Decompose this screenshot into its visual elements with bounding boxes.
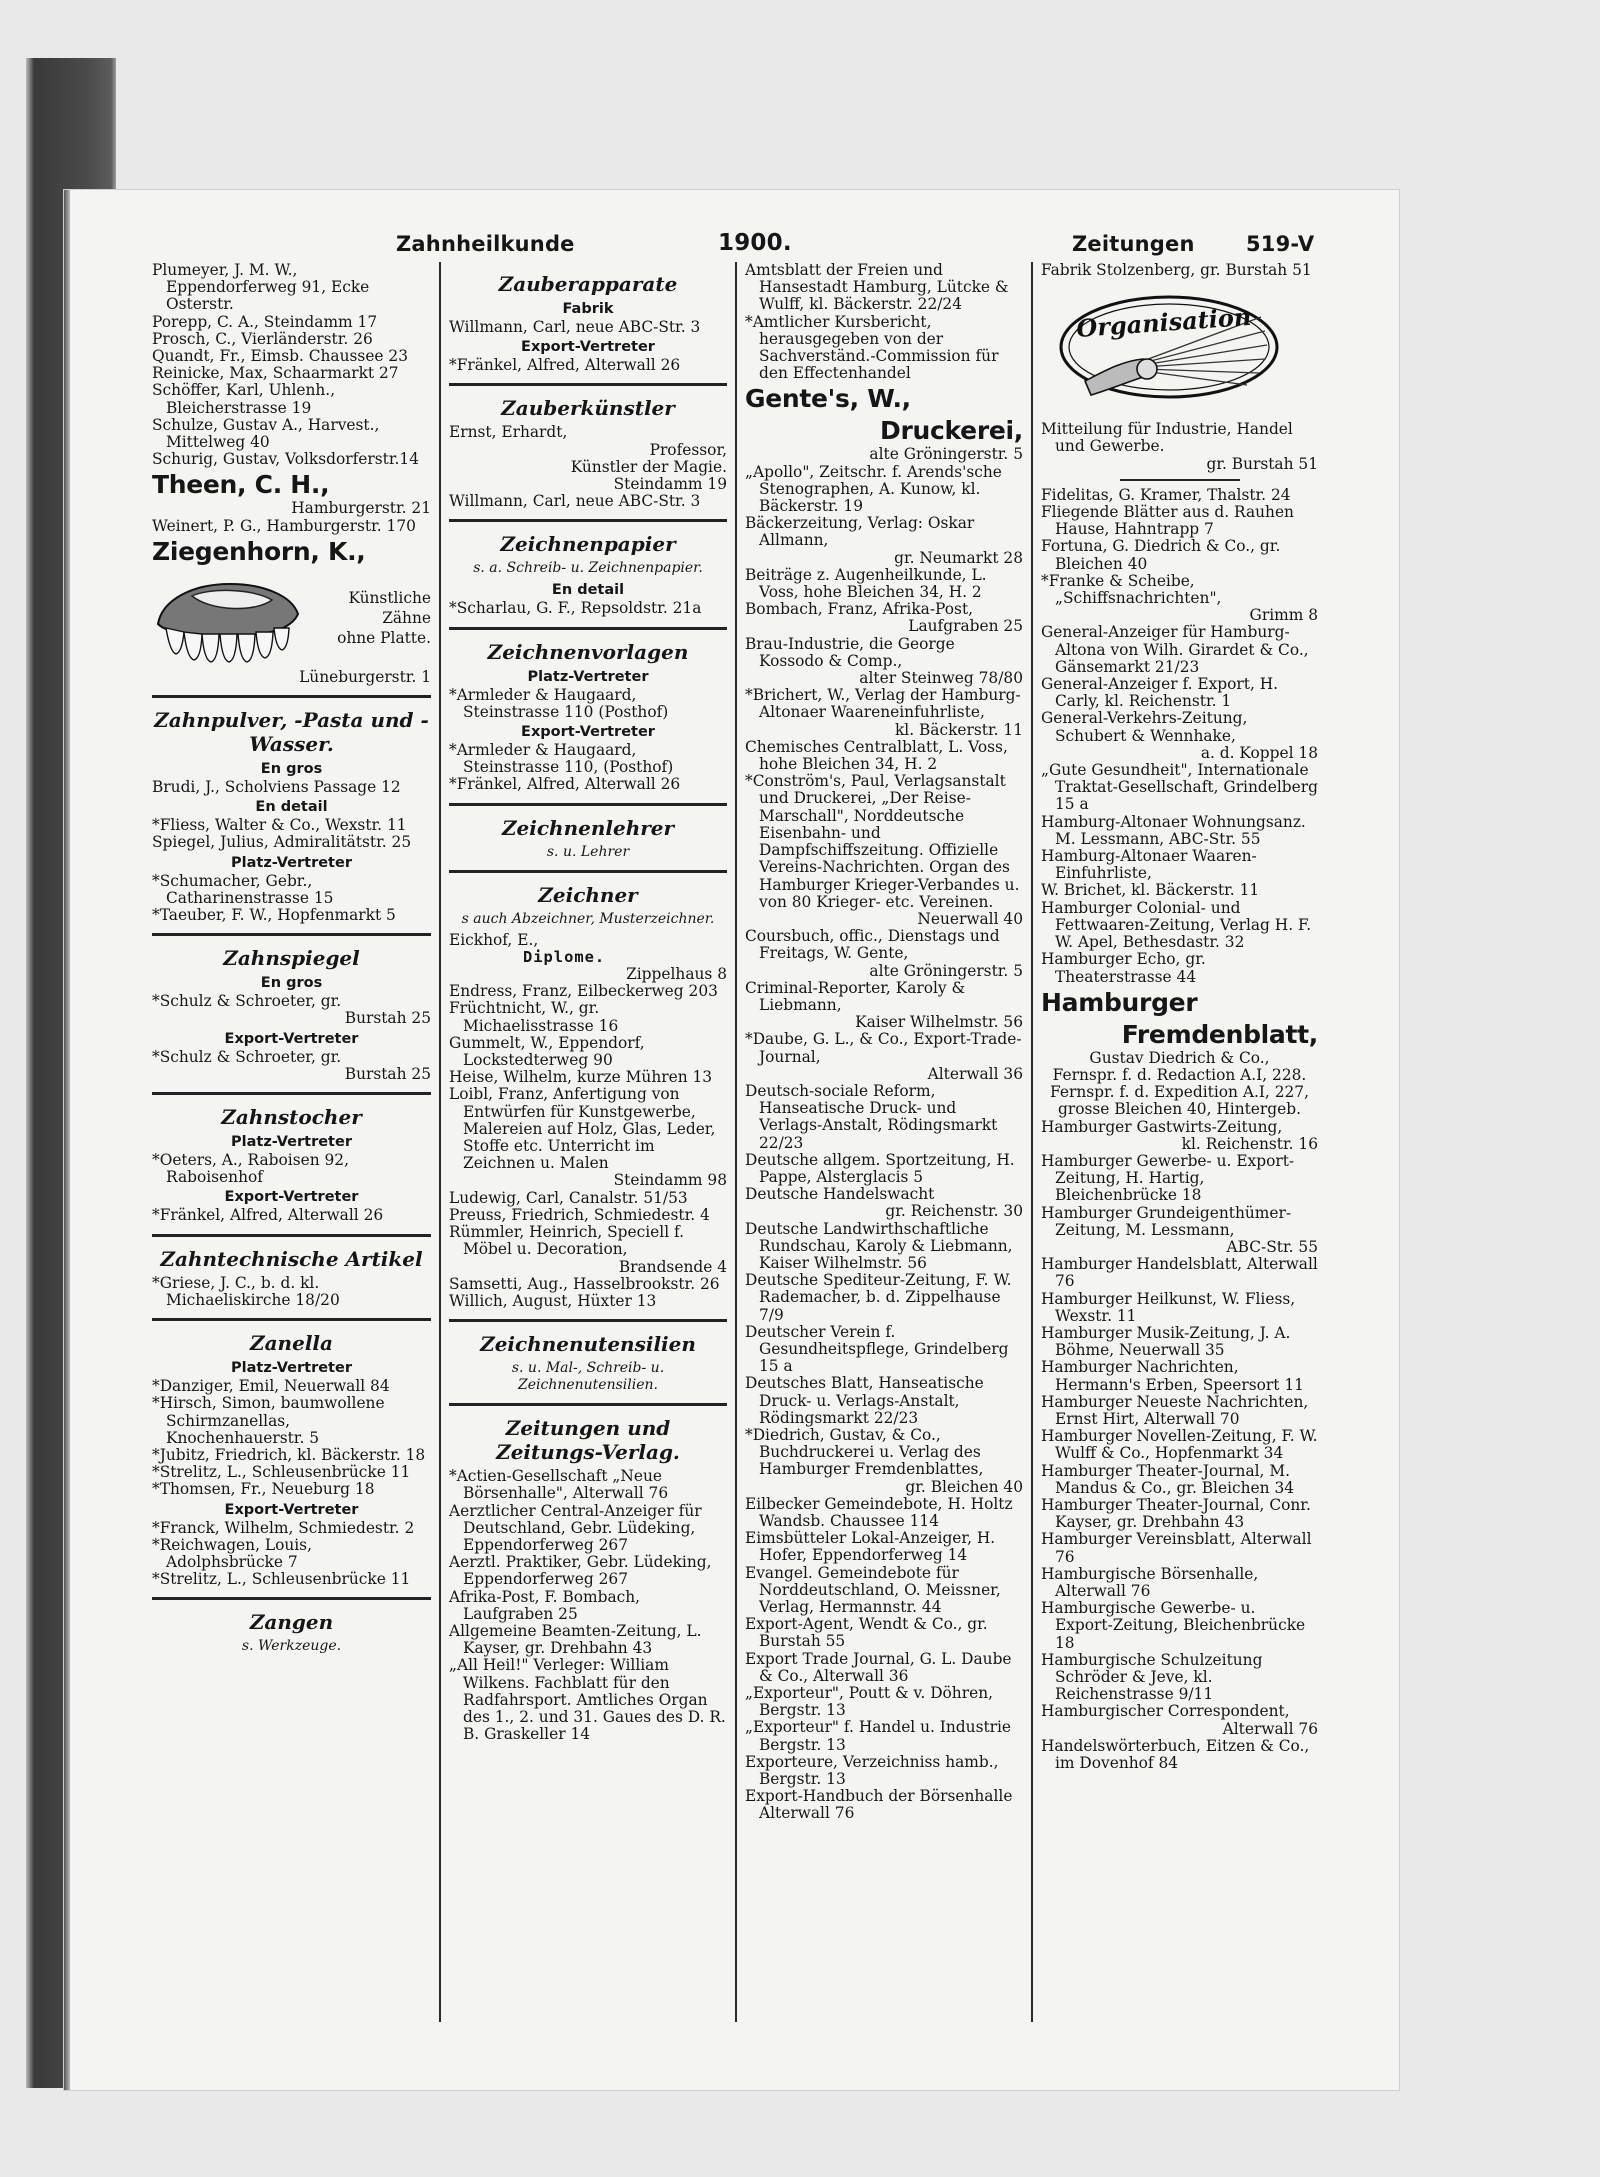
- listing-entry: Hamburger Theater-Journal, Conr. Kayser, gr. Drehbahn 43: [1041, 1495, 1311, 1532]
- subcategory-heading: En gros: [260, 975, 323, 992]
- listing-entry: Exporteure, Verzeichniss hamb., Bergstr. 13: [745, 1752, 999, 1789]
- listing-entry: W. Brichet, kl. Bäckerstr. 11: [1041, 881, 1260, 900]
- listing-entry: Hamburger Handelsblatt, Alterwall 76: [1041, 1255, 1318, 1291]
- listing-entry: *Brichert, W., Verlag der Hamburg-Altonaer Waareneinfuhrliste,: [745, 686, 1021, 722]
- listing-entry: Brau-Industrie, die George Kossodo & Comp.,: [745, 634, 955, 670]
- listing-entry: *Conström's, Paul, Verlagsanstalt und Druckerei, „Der Reise-Marschall", Norddeutsche Eisenbahn- und Dampfschiffszeitung. Offizielle Vereins-Nachrichten. Organ des Hamburger Krieger-Verbandes u. von 80 Krieger- etc. Vereinen.: [745, 772, 1020, 911]
- subcategory-heading: Export-Vertreter: [224, 1189, 359, 1206]
- listing-entry: *Franke & Scheibe, „Schiffsnachrichten",: [1041, 571, 1222, 608]
- see-also-note: s. Werkzeuge.: [241, 1638, 342, 1655]
- listing-line: Burstah 25: [344, 1009, 431, 1028]
- listing-entry: Hamburgische Börsenhalle, Alterwall 76: [1041, 1564, 1259, 1600]
- section-rule: [1120, 479, 1240, 481]
- listing-entry: *Strelitz, L., Schleusenbrücke 11: [152, 1463, 411, 1482]
- listing-entry: *Armleder & Haugaard, Steinstrasse 110 (Posthof): [449, 685, 669, 721]
- listing-entry: Spiegel, Julius, Admiralitätstr. 25: [152, 833, 412, 852]
- header-page-number: 519-V: [1246, 232, 1315, 256]
- listing-entry: „Apollo", Zeitschr. f. Arends'sche Stenographen, A. Kunow, kl. Bäckerstr. 19: [745, 462, 1002, 516]
- listing-entry: General-Anzeiger für Hamburg-Altona von Wilh. Girardet & Co., Gänsemarkt 21/23: [1041, 623, 1309, 676]
- listing-line: gr. Burstah 51: [1206, 454, 1318, 473]
- listing-entry: Hamburg-Altonaer Wohnungsanz. M. Lessmann, ABC-Str. 55: [1041, 812, 1306, 848]
- advert-line: Zähne: [382, 608, 431, 627]
- listing-line: ABC-Str. 55: [1226, 1237, 1318, 1256]
- listing-entry: Fortuna, G. Diedrich & Co., gr. Bleichen 40: [1041, 537, 1281, 573]
- subcategory-heading: Fabrik: [562, 301, 614, 317]
- listing-entry: Evangel. Gemeindebote für Norddeutschland, O. Meissner, Verlag, Hermannstr. 44: [745, 1563, 1001, 1617]
- section-rule: [152, 695, 431, 698]
- category-heading: Zeichnenvorlagen: [487, 639, 689, 664]
- listing-entry: Bäckerzeitung, Verlag: Oskar Allmann,: [745, 514, 975, 550]
- category-heading: Zahnpulver, -Pasta und -Wasser.: [154, 708, 429, 757]
- listing-entry: Export-Agent, Wendt & Co., gr. Burstah 55: [745, 1615, 988, 1651]
- category-heading: Zeichnenpapier: [500, 532, 676, 557]
- listing-entry: Export-Handbuch der Börsenhalle Alterwall 76: [745, 1787, 1013, 1823]
- listing-entry: Plumeyer, J. M. W., Eppendorferweg 91, Ecke Osterstr.: [152, 262, 370, 314]
- listing-line: Brandsende 4: [618, 1257, 727, 1276]
- subcategory-heading: En gros: [260, 761, 323, 778]
- listing-entry: *Fränkel, Alfred, Alterwall 26: [152, 1206, 384, 1225]
- listing-entry: „Exporteur", Poutt & v. Döhren, Bergstr. 13: [745, 1684, 993, 1720]
- listing-entry: *Taeuber, F. W., Hopfenmarkt 5: [152, 906, 396, 925]
- see-also-note: s auch Abzeichner, Musterzeichner.: [461, 910, 715, 927]
- listing-entry: *Scharlau, G. F., Repsoldstr. 21a: [449, 599, 702, 618]
- listing-entry: Hamburger Colonial- und Fettwaaren-Zeitung, Verlag H. F. W. Apel, Bethesdastr. 32: [1041, 898, 1312, 952]
- organisation-logo-icon: [1051, 287, 1281, 417]
- listing-entry: „Exporteur" f. Handel u. Industrie Bergstr. 13: [745, 1718, 1012, 1754]
- listing-line: kl. Reichenstr. 16: [1181, 1134, 1318, 1153]
- listing-entry: Bombach, Franz, Afrika-Post,: [745, 600, 974, 619]
- category-heading: Zahnstocher: [221, 1105, 362, 1130]
- listing-entry: *Fliess, Walter & Co., Wexstr. 11: [152, 816, 407, 835]
- listing-entry: Willmann, Carl, neue ABC-Str. 3: [449, 318, 701, 336]
- page-fold-shadow: [64, 190, 70, 2090]
- listing-line: Steindamm 19: [613, 475, 727, 494]
- listing-entry: General-Verkehrs-Zeitung, Schubert & Wennhake,: [1041, 709, 1248, 745]
- listing-line: Fernspr. f. d. Redaction A.I, 228.: [1052, 1065, 1307, 1084]
- listing-line: Burstah 25: [344, 1064, 431, 1083]
- see-also-note: s. u. Mal-, Schreib- u. Zeichnenutensilien.: [511, 1360, 665, 1394]
- listing-entry: Hamburgischer Correspondent,: [1041, 1702, 1290, 1721]
- listing-line: Neuerwall 40: [917, 909, 1023, 928]
- dentures-illustration-icon: [152, 570, 302, 666]
- subcategory-heading: Export-Vertreter: [224, 1501, 359, 1518]
- svg-text:Organisation: Organisation: [1075, 302, 1253, 344]
- listing-entry: Hamburgische Gewerbe- u. Export-Zeitung, Bleichenbrücke 18: [1041, 1599, 1306, 1652]
- listing-entry: Quandt, Fr., Eimsb. Chaussee 23: [152, 347, 409, 366]
- listing-entry: Mitteilung für Industrie, Handel und Gewerbe.: [1041, 420, 1293, 456]
- listing-entry: Willich, August, Hüxter 13: [449, 1291, 657, 1310]
- listing-entry: *Armleder & Haugaard, Steinstrasse 110, (Posthof): [449, 741, 674, 777]
- listing-entry: Fliegende Blätter aus d. Rauhen Hause, Hahntrapp 7: [1041, 503, 1294, 539]
- listing-entry: Hamburger Theater-Journal, M. Mandus & Co., gr. Bleichen 34: [1041, 1461, 1295, 1497]
- listing-line: alte Gröningerstr. 5: [869, 961, 1023, 980]
- section-rule: [152, 933, 431, 936]
- listing-entry: *Actien-Gesellschaft „Neue Börsenhalle", Alterwall 76: [449, 1467, 669, 1503]
- listing-entry: Samsetti, Aug., Hasselbrookstr. 26: [449, 1274, 720, 1293]
- listing-entry: Eilbecker Gemeindebote, H. Holtz Wandsb. Chaussee 114: [745, 1494, 1013, 1531]
- subcategory-heading: Platz-Vertreter: [231, 1134, 352, 1151]
- subcategory-heading: Platz-Vertreter: [527, 668, 649, 685]
- listing-entry: Schulze, Gustav A., Harvest., Mittelweg 40: [152, 415, 380, 452]
- listing-line: Gustav Diedrich & Co.,: [1089, 1048, 1270, 1067]
- listing-entry: *Diedrich, Gustav, & Co., Buchdruckerei u. Verlag des Hamburger Fremdenblattes,: [745, 1426, 984, 1479]
- listing-entry: *Fränkel, Alfred, Alterwall 26: [449, 356, 681, 375]
- section-rule: [152, 1597, 431, 1600]
- listing-entry: Ludewig, Carl, Canalstr. 51/53: [449, 1188, 688, 1207]
- listing-entry: *Schulz & Schroeter, gr.: [152, 992, 342, 1011]
- see-also-note: s. a. Schreib- u. Zeichnenpapier.: [473, 560, 703, 577]
- section-rule: [152, 1092, 431, 1095]
- listing-entry: Hamburger Gewerbe- u. Export-Zeitung, H. Hartig, Bleichenbrücke 18: [1041, 1151, 1295, 1205]
- category-heading: Zeitungen und Zeitungs-Verlag.: [496, 1416, 680, 1465]
- listing-line: gr. Neumarkt 28: [894, 548, 1023, 567]
- listing-entry: *Hirsch, Simon, baumwollene Schirmzanellas, Knochenhauerstr. 5: [152, 1394, 385, 1447]
- listing-line: Fernspr. f. d. Expedition A.I, 227,: [1050, 1083, 1309, 1102]
- listing-entry: General-Anzeiger f. Export, H. Carly, kl. Reichenstr. 1: [1041, 675, 1279, 711]
- listing-entry: *Schulz & Schroeter, gr.: [152, 1047, 342, 1066]
- listing-entry: Rümmler, Heinrich, Speciell f. Möbel u. Decoration,: [449, 1223, 685, 1259]
- listing-line: Alterwall 36: [927, 1064, 1023, 1083]
- category-heading: Zangen: [249, 1610, 334, 1635]
- listing-entry: Willmann, Carl, neue ABC-Str. 3: [449, 492, 701, 511]
- listing-entry: Weinert, P. G., Hamburgerstr. 170: [152, 516, 416, 535]
- listing-entry: Export Trade Journal, G. L. Daube & Co., Alterwall 36: [745, 1649, 1012, 1685]
- subcategory-heading: En detail: [551, 582, 625, 599]
- listing-line: gr. Bleichen 40: [905, 1477, 1023, 1496]
- diplome-note: Diplome.: [523, 947, 606, 966]
- column-4: [1031, 262, 1318, 2022]
- category-heading: Zahntechnische Artikel: [160, 1246, 423, 1271]
- listing-entry: *Griese, J. C., b. d. kl. Michaeliskirche 18/20: [152, 1273, 340, 1309]
- subcategory-heading: Platz-Vertreter: [231, 854, 352, 871]
- directory-columns: [152, 262, 1318, 2062]
- listing-entry: Ernst, Erhardt,: [449, 423, 568, 442]
- listing-line: Alterwall 76: [1222, 1719, 1318, 1738]
- listing-entry: Fidelitas, G. Kramer, Thalstr. 24: [1041, 485, 1291, 504]
- listing-entry: Hamburgische Schulzeitung Schröder & Jeve, kl. Reichenstrasse 9/11: [1041, 1650, 1263, 1704]
- listing-entry: Chemisches Centralblatt, L. Voss, hohe Bleichen 34, H. 2: [745, 737, 1008, 774]
- listing-entry: Eimsbütteler Lokal-Anzeiger, H. Hofer, Eppendorferweg 14: [745, 1529, 996, 1565]
- column-3: [735, 262, 1031, 2022]
- listing-line: alte Gröningerstr. 5: [869, 445, 1023, 464]
- listing-entry: Allgemeine Beamten-Zeitung, L. Kayser, gr. Drehbahn 43: [449, 1621, 702, 1658]
- display-name: Fremdenblatt,: [1121, 1019, 1318, 1049]
- listing-entry: Reinicke, Max, Schaarmarkt 27: [152, 364, 399, 383]
- listing-entry: Handelswörterbuch, Eitzen & Co., im Dovenhof 84: [1041, 1736, 1310, 1773]
- listing-entry: Hamburger Echo, gr. Theaterstrasse 44: [1041, 950, 1206, 986]
- listing-line: Künstler der Magie.: [570, 457, 727, 476]
- listing-entry: Hamburger Musik-Zeitung, J. A. Böhme, Neuerwall 35: [1041, 1323, 1291, 1360]
- section-rule: [449, 519, 727, 522]
- listing-entry: Deutsche Landwirthschaftliche Rundschau, Karoly & Liebmann, Kaiser Wilhelmstr. 56: [745, 1219, 1013, 1272]
- section-rule: [449, 1319, 727, 1322]
- listing-entry: Prosch, C., Vierländerstr. 26: [152, 329, 373, 348]
- listing-entry: Früchtnicht, W., gr. Michaelisstrasse 16: [449, 999, 619, 1035]
- advert-line: Künstliche: [348, 588, 431, 607]
- listing-line: kl. Bäckerstr. 11: [894, 720, 1023, 739]
- dentures-advert: [152, 570, 431, 666]
- advert-text: [302, 588, 431, 648]
- listing-entry: *Thomsen, Fr., Neueburg 18: [152, 1480, 375, 1499]
- listing-entry: *Reichwagen, Louis, Adolphsbrücke 7: [152, 1535, 312, 1571]
- listing-entry: Aerztl. Praktiker, Gebr. Lüdeking, Eppendorferweg 267: [449, 1553, 712, 1589]
- subcategory-heading: Export-Vertreter: [224, 1030, 359, 1047]
- listing-line: grosse Bleichen 40, Hintergeb.: [1058, 1100, 1301, 1119]
- header-right: Zeitungen: [1072, 232, 1195, 256]
- category-heading: Zauberkünstler: [501, 396, 675, 421]
- category-heading: Zauberapparate: [498, 272, 678, 296]
- listing-entry: Deutscher Verein f. Gesundheitspflege, Grindelberg 15 a: [745, 1322, 1009, 1376]
- section-rule: [449, 870, 727, 873]
- header-year: 1900.: [718, 230, 792, 256]
- category-heading: Zahnspiegel: [223, 946, 360, 971]
- listing-entry: Criminal-Reporter, Karoly & Liebmann,: [745, 978, 966, 1014]
- section-rule: [449, 383, 727, 386]
- listing-entry: *Oeters, A., Raboisen 92, Raboisenhof: [152, 1151, 349, 1187]
- category-heading: Zeichner: [538, 882, 638, 907]
- subcategory-heading: En detail: [255, 799, 328, 816]
- listing-entry: Endress, Franz, Eilbeckerweg 203: [449, 982, 718, 1001]
- listing-entry: Deutsche Spediteur-Zeitung, F. W. Rademacher, b. d. Zippelhause 7/9: [745, 1271, 1012, 1324]
- subcategory-heading: Platz-Vertreter: [231, 1360, 352, 1377]
- subcategory-heading: Export-Vertreter: [521, 339, 655, 356]
- listing-line: Hamburgerstr. 21: [291, 499, 431, 518]
- listing-entry: Heise, Wilhelm, kurze Mühren 13: [449, 1068, 713, 1087]
- section-rule: [152, 1234, 431, 1237]
- column-1: [152, 262, 439, 2022]
- listing-entry: Gummelt, W., Eppendorf, Lockstedterweg 90: [449, 1033, 645, 1070]
- listing-entry: Porepp, C. A., Steindamm 17: [152, 312, 378, 331]
- listing-entry: *Fränkel, Alfred, Alterwall 26: [449, 775, 681, 794]
- listing-entry: *Amtlicher Kursbericht, herausgegeben von der Sachverständ.-Commission für den Effectenhandel: [745, 312, 999, 383]
- listing-entry: Hamburger Gastwirts-Zeitung,: [1041, 1117, 1283, 1136]
- display-name: Druckerei,: [880, 416, 1023, 446]
- listing-entry: *Daube, G. L., & Co., Export-Trade-Journal,: [745, 1030, 1022, 1066]
- listing-entry: Eickhof, E.,: [449, 930, 539, 949]
- listing-entry: Hamburger Vereinsblatt, Alterwall 76: [1041, 1530, 1312, 1566]
- listing-line: Grimm 8: [1249, 606, 1318, 625]
- category-heading: Zeichnenutensilien: [480, 1332, 696, 1357]
- listing-entry: Schöffer, Karl, Uhlenh., Bleicherstrasse 19: [152, 381, 336, 417]
- listing-entry: Fabrik Stolzenberg, gr. Burstah 51: [1041, 262, 1312, 279]
- listing-entry: Afrika-Post, F. Bombach, Laufgraben 25: [449, 1587, 641, 1623]
- listing-entry: *Strelitz, L., Schleusenbrücke 11: [152, 1570, 411, 1589]
- listing-entry: Hamburger Neueste Nachrichten, Ernst Hirt, Alterwall 70: [1041, 1392, 1309, 1428]
- listing-entry: Hamburger Heilkunst, W. Fliess, Wexstr. 11: [1041, 1289, 1296, 1325]
- listing-entry: Schurig, Gustav, Volksdorferstr.14: [152, 450, 419, 469]
- display-name: Ziegenhorn, K.,: [152, 536, 366, 566]
- listing-entry: *Danziger, Emil, Neuerwall 84: [152, 1377, 390, 1396]
- listing-entry: Amtsblatt der Freien und Hansestadt Hamburg, Lütcke & Wulff, kl. Bäckerstr. 22/24: [745, 262, 1009, 314]
- listing-entry: Aerztlicher Central-Anzeiger für Deutschland, Gebr. Lüdeking, Eppendorferweg 267: [449, 1501, 702, 1554]
- listing-entry: Coursbuch, offic., Dienstags und Freitags, W. Gente,: [745, 927, 1000, 963]
- listing-entry: „All Heil!" Verleger: William Wilkens. Fachblatt für den Radfahrsport. Amtliches Organ des 1., 2. und 31. Gaues des D. R. B. Graskeller 14: [449, 1656, 726, 1744]
- listing-entry: *Franck, Wilhelm, Schmiedestr. 2: [152, 1518, 415, 1537]
- listing-entry: Hamburger Novellen-Zeitung, F. W. Wulff & Co., Hopfenmarkt 34: [1041, 1427, 1318, 1463]
- listing-entry: Hamburg-Altonaer Waaren-Einfuhrliste,: [1041, 847, 1257, 883]
- listing-line: Kaiser Wilhelmstr. 56: [855, 1013, 1023, 1032]
- display-name: Gente's, W.,: [745, 384, 911, 414]
- listing-entry: *Jubitz, Friedrich, kl. Bäckerstr. 18: [152, 1445, 426, 1464]
- subcategory-heading: Export-Vertreter: [521, 724, 655, 741]
- listing-entry: „Gute Gesundheit", Internationale Traktat-Gesellschaft, Grindelberg 15 a: [1041, 761, 1318, 814]
- listing-entry: Hamburger Nachrichten, Hermann's Erben, Speersort 11: [1041, 1358, 1304, 1394]
- listing-line: a. d. Koppel 18: [1200, 743, 1318, 762]
- section-rule: [449, 803, 727, 806]
- listing-line: alter Steinweg 78/80: [859, 669, 1023, 688]
- listing-line: Lüneburgerstr. 1: [299, 667, 431, 686]
- listing-entry: Deutsche allgem. Sportzeitung, H. Pappe, Alsterglacis 5: [745, 1150, 1015, 1186]
- display-name: Hamburger: [1041, 987, 1198, 1017]
- category-heading: Zeichnenlehrer: [501, 815, 675, 840]
- listing-entry: Beiträge z. Augenheilkunde, L. Voss, hohe Bleichen 34, H. 2: [745, 565, 987, 602]
- section-rule: [152, 1318, 431, 1321]
- listing-entry: Loibl, Franz, Anfertigung von Entwürfen für Kunstgewerbe, Malereien auf Holz, Glas, Leder, Stoffe etc. Unterricht im Zeichnen u. Malen: [449, 1085, 716, 1173]
- listing-entry: *Schumacher, Gebr., Catharinenstrasse 15: [152, 871, 334, 907]
- section-rule: [449, 1403, 727, 1406]
- column-2: [439, 262, 735, 2022]
- display-name: Theen, C. H.,: [152, 470, 330, 500]
- listing-line: gr. Reichenstr. 30: [885, 1202, 1023, 1221]
- listing-line: Steindamm 98: [613, 1171, 727, 1190]
- listing-entry: Brudi, J., Scholviens Passage 12: [152, 778, 401, 797]
- header-left: Zahnheilkunde: [396, 232, 575, 256]
- listing-line: Laufgraben 25: [908, 617, 1023, 636]
- listing-line: Professor,: [649, 440, 727, 459]
- listing-entry: Preuss, Friedrich, Schmiedestr. 4: [449, 1205, 710, 1224]
- see-also-note: s. u. Lehrer: [546, 843, 630, 860]
- section-rule: [449, 627, 727, 630]
- listing-entry: Deutsch-sociale Reform, Hanseatische Druck- und Verlags-Anstalt, Rödingsmarkt 22/23: [745, 1081, 998, 1152]
- listing-line: Zippelhaus 8: [626, 965, 727, 984]
- advert-line: ohne Platte.: [337, 628, 431, 647]
- listing-entry: Hamburger Grundeigenthümer-Zeitung, M. Lessmann,: [1041, 1203, 1292, 1239]
- listing-entry: Deutsche Handelswacht: [745, 1185, 935, 1204]
- listing-entry: Deutsches Blatt, Hanseatische Druck- u. Verlags-Anstalt, Rödingsmarkt 22/23: [745, 1374, 984, 1427]
- category-heading: Zanella: [250, 1331, 333, 1356]
